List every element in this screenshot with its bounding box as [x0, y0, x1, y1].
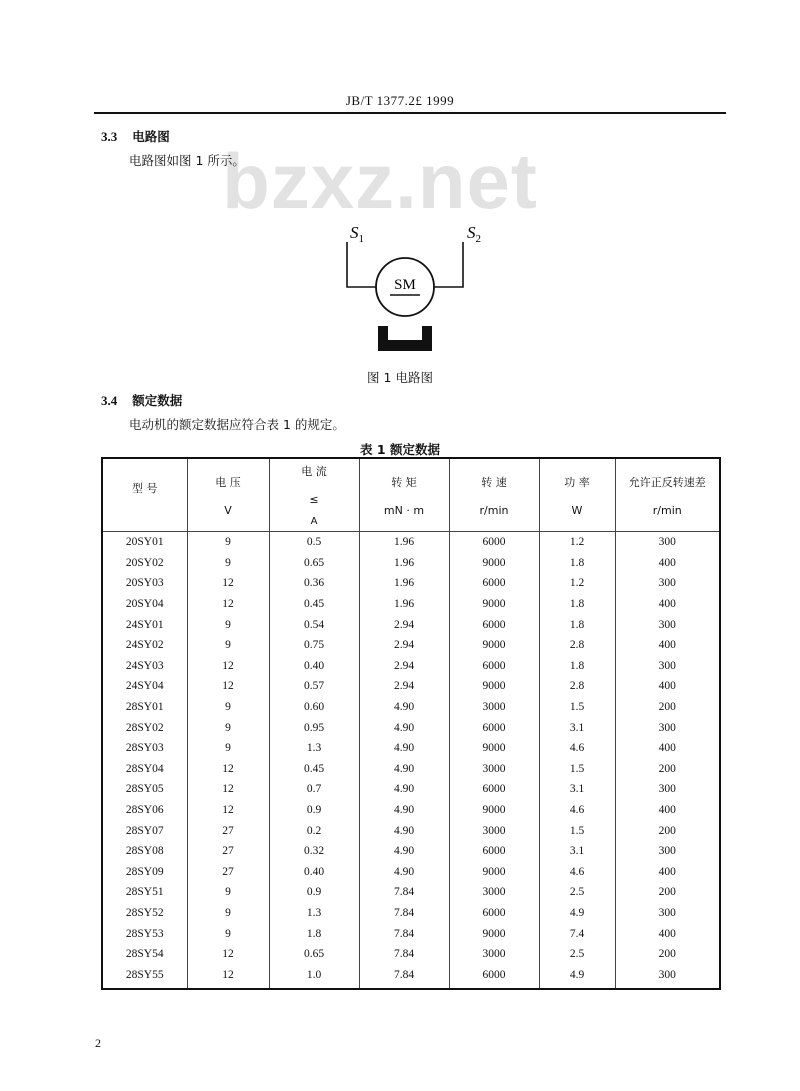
table-cell: 27 [187, 820, 269, 841]
wire-left [347, 242, 376, 287]
table-cell: 12 [187, 779, 269, 800]
figure-caption: 图 1 电路图 [367, 370, 433, 385]
table-cell: 12 [187, 573, 269, 594]
column-header-mid: mN · m [383, 503, 425, 517]
table-cell: 200 [615, 697, 720, 718]
table-row [102, 717, 720, 738]
table-cell: 1.96 [359, 532, 449, 553]
table-row [102, 594, 720, 615]
table-cell: 9000 [449, 800, 539, 821]
section-number: 3.4 [101, 393, 118, 408]
table-cell: 12 [187, 594, 269, 615]
table-cell: 1.3 [269, 903, 359, 924]
table-row [102, 553, 720, 574]
table-cell: 200 [615, 882, 720, 903]
table-cell: 300 [615, 532, 720, 553]
table-cell: 9000 [449, 635, 539, 656]
table-cell: 9000 [449, 923, 539, 944]
table-cell: 24SY03 [102, 656, 187, 677]
column-header-mid: V [224, 503, 232, 517]
table-cell: 400 [615, 553, 720, 574]
table-cell: 28SY08 [102, 841, 187, 862]
table-cell: 28SY52 [102, 903, 187, 924]
table-cell: 24SY02 [102, 635, 187, 656]
table-cell: 0.75 [269, 635, 359, 656]
motor-label: SM [394, 277, 416, 293]
table-cell: 4.6 [539, 738, 615, 759]
table-cell: 0.95 [269, 717, 359, 738]
table-cell: 0.7 [269, 779, 359, 800]
table-cell: 12 [187, 759, 269, 780]
table-cell: 300 [615, 841, 720, 862]
table-cell: 1.96 [359, 573, 449, 594]
wire-right [434, 242, 463, 287]
table-cell: 4.90 [359, 697, 449, 718]
table-cell: 2.94 [359, 635, 449, 656]
table-cell: 2.5 [539, 944, 615, 965]
table-cell: 0.45 [269, 594, 359, 615]
table-cell: 28SY07 [102, 820, 187, 841]
table-cell: 2.94 [359, 656, 449, 677]
table-cell: 28SY53 [102, 923, 187, 944]
table-cell: 28SY02 [102, 717, 187, 738]
table-cell: 9 [187, 532, 269, 553]
table-cell: 1.96 [359, 594, 449, 615]
table-row [102, 944, 720, 965]
table-row [102, 656, 720, 677]
table-cell: 28SY01 [102, 697, 187, 718]
table-cell: 6000 [449, 964, 539, 989]
table-cell: 28SY54 [102, 944, 187, 965]
table-cell: 0.54 [269, 614, 359, 635]
table-cell: 1.8 [539, 553, 615, 574]
table-cell: 4.90 [359, 779, 449, 800]
table-row [102, 635, 720, 656]
table-cell: 9000 [449, 862, 539, 883]
table-caption: 表 1 额定数据 [360, 442, 440, 457]
table-row [102, 903, 720, 924]
table-cell: 4.90 [359, 841, 449, 862]
table-cell: 27 [187, 841, 269, 862]
table-cell: 9 [187, 635, 269, 656]
table-cell: 9000 [449, 676, 539, 697]
table-cell: 1.5 [539, 820, 615, 841]
table-row [102, 676, 720, 697]
table-row [102, 923, 720, 944]
table-cell: 1.8 [539, 594, 615, 615]
section-3-4-body: 电动机的额定数据应符合表 1 的规定。 [129, 417, 345, 432]
table-cell: 0.9 [269, 882, 359, 903]
column-header-top: 允许正反转速差 [628, 475, 706, 489]
table-cell: 0.5 [269, 532, 359, 553]
table-cell: 1.8 [539, 656, 615, 677]
table-cell: 12 [187, 964, 269, 989]
watermark: bzxz.net [222, 137, 538, 225]
table-cell: 9 [187, 717, 269, 738]
table-row [102, 841, 720, 862]
section-3-3-body: 电路图如图 1 所示。 [129, 153, 245, 168]
table-cell: 6000 [449, 717, 539, 738]
table-header-row [102, 458, 720, 532]
table-cell: 6000 [449, 779, 539, 800]
table-cell: 300 [615, 903, 720, 924]
section-number: 3.3 [101, 129, 118, 144]
table-row [102, 759, 720, 780]
column-header-mid: r/min [479, 503, 509, 517]
table-cell: 28SY04 [102, 759, 187, 780]
table-cell: 9 [187, 923, 269, 944]
table-cell: 4.90 [359, 862, 449, 883]
table-row [102, 862, 720, 883]
table-cell: 27 [187, 862, 269, 883]
section-3-3-heading [101, 127, 170, 145]
table-cell: 400 [615, 862, 720, 883]
table-cell: 6000 [449, 841, 539, 862]
table-cell: 20SY01 [102, 532, 187, 553]
table-cell: 1.5 [539, 759, 615, 780]
table-cell: 9 [187, 882, 269, 903]
column-header [187, 458, 269, 532]
table-cell: 4.90 [359, 717, 449, 738]
table-cell: 7.84 [359, 964, 449, 989]
table-cell: 0.65 [269, 944, 359, 965]
table-cell: 6000 [449, 573, 539, 594]
table-cell: 7.4 [539, 923, 615, 944]
table-row [102, 964, 720, 989]
table-body [102, 532, 720, 990]
column-header [269, 458, 359, 532]
column-header [102, 458, 187, 532]
table-cell: 200 [615, 944, 720, 965]
column-header-top: 电 压 [215, 475, 241, 489]
column-header-top: 转 矩 [391, 475, 417, 489]
table-cell: 12 [187, 944, 269, 965]
column-header-unit: A [310, 516, 318, 527]
table-cell: 28SY05 [102, 779, 187, 800]
table-cell: 4.6 [539, 800, 615, 821]
table-cell: 28SY06 [102, 800, 187, 821]
table-row [102, 532, 720, 553]
table-cell: 9000 [449, 553, 539, 574]
table-row [102, 779, 720, 800]
table-cell: 1.96 [359, 553, 449, 574]
table-cell: 2.94 [359, 676, 449, 697]
table-cell: 4.9 [539, 964, 615, 989]
table-cell: 24SY04 [102, 676, 187, 697]
table-cell: 12 [187, 676, 269, 697]
table-cell: 9 [187, 903, 269, 924]
table-cell: 0.32 [269, 841, 359, 862]
table-cell: 1.5 [539, 697, 615, 718]
table-cell: 3000 [449, 882, 539, 903]
table-cell: 0.45 [269, 759, 359, 780]
column-header-top: 电 流 [301, 465, 327, 478]
table-cell: 9 [187, 553, 269, 574]
table-cell: 0.36 [269, 573, 359, 594]
table-cell: 0.9 [269, 800, 359, 821]
table-cell: 7.84 [359, 882, 449, 903]
header-rule [94, 112, 726, 114]
column-header [539, 458, 615, 532]
table-cell: 2.8 [539, 676, 615, 697]
column-header-top: 功 率 [564, 475, 590, 489]
table-cell: 9 [187, 614, 269, 635]
table-cell: 9 [187, 738, 269, 759]
table-cell: 400 [615, 676, 720, 697]
column-header-mid: ≤ [309, 493, 319, 506]
table-cell: 400 [615, 635, 720, 656]
section-title: 额定数据 [132, 393, 183, 408]
table-cell: 0.57 [269, 676, 359, 697]
section-3-4-heading [101, 391, 182, 409]
table-cell: 12 [187, 656, 269, 677]
table-row [102, 800, 720, 821]
table-cell: 0.2 [269, 820, 359, 841]
table-row [102, 820, 720, 841]
column-header-top: 转 速 [481, 475, 507, 489]
column-header-mid: W [571, 503, 583, 517]
table-cell: 12 [187, 800, 269, 821]
column-header [359, 458, 449, 532]
table-cell: 2.8 [539, 635, 615, 656]
table-cell: 3000 [449, 697, 539, 718]
permanent-magnet-symbol [378, 326, 432, 351]
table-cell: 9000 [449, 738, 539, 759]
table-cell: 0.40 [269, 862, 359, 883]
table-cell: 300 [615, 964, 720, 989]
table-cell: 28SY09 [102, 862, 187, 883]
table-cell: 200 [615, 820, 720, 841]
table-cell: 1.2 [539, 532, 615, 553]
table-cell: 400 [615, 738, 720, 759]
standard-code-header: JB/T 1377.2£ 1999 [345, 93, 455, 108]
table-cell: 300 [615, 779, 720, 800]
table-cell: 300 [615, 717, 720, 738]
column-header [615, 458, 720, 532]
section-title: 电路图 [132, 129, 170, 144]
table-row [102, 697, 720, 718]
table-cell: 300 [615, 656, 720, 677]
table-cell: 6000 [449, 903, 539, 924]
column-header [449, 458, 539, 532]
table-cell: 1.8 [539, 614, 615, 635]
table-cell: 300 [615, 573, 720, 594]
table-cell: 4.90 [359, 800, 449, 821]
table-cell: 4.9 [539, 903, 615, 924]
table-cell: 400 [615, 800, 720, 821]
table-cell: 20SY02 [102, 553, 187, 574]
table-cell: 28SY03 [102, 738, 187, 759]
column-header-top: 型 号 [132, 482, 158, 495]
table-row [102, 573, 720, 594]
table-cell: 0.65 [269, 553, 359, 574]
table-cell: 28SY55 [102, 964, 187, 989]
table-cell: 3.1 [539, 779, 615, 800]
table-cell: 7.84 [359, 903, 449, 924]
table-cell: 400 [615, 923, 720, 944]
table-cell: 7.84 [359, 923, 449, 944]
table-cell: 1.0 [269, 964, 359, 989]
table-row [102, 738, 720, 759]
s2-label: $S_2$ [467, 223, 481, 245]
table-cell: 4.90 [359, 738, 449, 759]
circuit-diagram [330, 214, 490, 360]
table-cell: 0.60 [269, 697, 359, 718]
table-cell: 3.1 [539, 717, 615, 738]
table-cell: 3000 [449, 820, 539, 841]
table-cell: 7.84 [359, 944, 449, 965]
table-row [102, 614, 720, 635]
table-cell: 6000 [449, 656, 539, 677]
table-cell: 4.6 [539, 862, 615, 883]
table-cell: 3000 [449, 759, 539, 780]
s1-label: $S_1$ [350, 223, 364, 245]
table-cell: 400 [615, 594, 720, 615]
table-cell: 24SY01 [102, 614, 187, 635]
table-cell: 9 [187, 697, 269, 718]
column-header-mid: r/min [652, 503, 682, 517]
table-cell: 0.40 [269, 656, 359, 677]
table-cell: 4.90 [359, 759, 449, 780]
page-number: 2 [95, 1036, 101, 1050]
table-cell: 20SY04 [102, 594, 187, 615]
table-cell: 28SY51 [102, 882, 187, 903]
table-cell: 4.90 [359, 820, 449, 841]
table-cell: 20SY03 [102, 573, 187, 594]
table-cell: 300 [615, 614, 720, 635]
table-cell: 1.3 [269, 738, 359, 759]
table-cell: 3000 [449, 944, 539, 965]
table-cell: 9000 [449, 594, 539, 615]
table-cell: 2.5 [539, 882, 615, 903]
table-row [102, 882, 720, 903]
table-cell: 1.8 [269, 923, 359, 944]
table-cell: 2.94 [359, 614, 449, 635]
table-cell: 3.1 [539, 841, 615, 862]
rated-data-table [101, 457, 721, 990]
table-cell: 6000 [449, 614, 539, 635]
table-cell: 200 [615, 759, 720, 780]
table-cell: 1.2 [539, 573, 615, 594]
table-cell: 6000 [449, 532, 539, 553]
